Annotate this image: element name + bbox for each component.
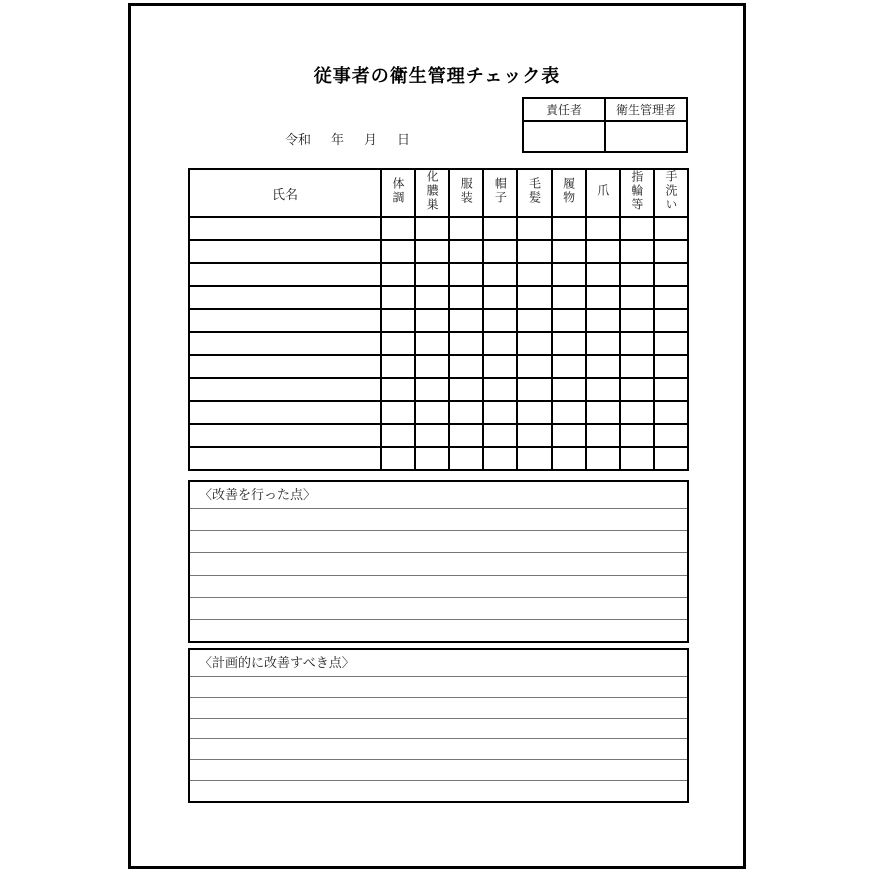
empty-check-cell [483, 217, 517, 240]
blank-writing-line [190, 552, 687, 574]
blank-writing-line [190, 697, 687, 718]
check-column-header-8 [620, 169, 654, 217]
empty-check-cell [620, 355, 654, 378]
section-improvements-made-lines [190, 508, 687, 641]
empty-check-cell [517, 332, 551, 355]
check-column-header-1 [381, 169, 415, 217]
check-column-header-label: 指輪等 [629, 170, 644, 212]
empty-check-cell [483, 240, 517, 263]
date-day-label: 日 [397, 132, 411, 147]
empty-check-cell [620, 286, 654, 309]
check-column-header-label: 服装 [459, 177, 474, 205]
empty-check-cell [517, 447, 551, 470]
empty-check-cell [483, 378, 517, 401]
empty-check-cell [620, 332, 654, 355]
empty-check-cell [552, 286, 586, 309]
check-column-header-label: 爪 [595, 184, 610, 198]
empty-check-cell [586, 240, 620, 263]
empty-check-cell [381, 332, 415, 355]
empty-check-cell [483, 309, 517, 332]
date-era-label: 令和 [285, 132, 312, 147]
empty-check-cell [449, 447, 483, 470]
approval-signature-cell [605, 121, 687, 152]
empty-check-cell [449, 263, 483, 286]
document-title: 従事者の衛生管理チェック表 [313, 66, 561, 86]
check-table-empty-row [189, 332, 688, 355]
check-table-header-row [189, 169, 688, 217]
empty-check-cell [381, 355, 415, 378]
empty-check-cell [189, 424, 381, 447]
empty-check-cell [517, 263, 551, 286]
empty-check-cell [189, 263, 381, 286]
empty-check-cell [552, 424, 586, 447]
empty-check-cell [654, 286, 688, 309]
empty-check-cell [552, 447, 586, 470]
empty-check-cell [654, 355, 688, 378]
check-column-header-label: 化膿巣 [425, 170, 440, 212]
empty-check-cell [189, 447, 381, 470]
empty-check-cell [189, 286, 381, 309]
empty-check-cell [517, 286, 551, 309]
name-column-header: 氏名 [189, 169, 381, 217]
empty-check-cell [552, 378, 586, 401]
empty-check-cell [552, 263, 586, 286]
empty-check-cell [449, 378, 483, 401]
empty-check-cell [449, 240, 483, 263]
empty-check-cell [517, 217, 551, 240]
empty-check-cell [483, 424, 517, 447]
check-table-empty-row [189, 240, 688, 263]
document-page [128, 3, 746, 869]
empty-check-cell [517, 309, 551, 332]
blank-writing-line [190, 508, 687, 530]
empty-check-cell [483, 286, 517, 309]
empty-check-cell [517, 401, 551, 424]
approval-header-row [523, 98, 687, 121]
empty-check-cell [415, 378, 449, 401]
empty-check-cell [381, 378, 415, 401]
empty-check-cell [654, 263, 688, 286]
check-column-header-label: 体調 [391, 177, 406, 205]
empty-check-cell [415, 447, 449, 470]
empty-check-cell [189, 332, 381, 355]
empty-check-cell [189, 309, 381, 332]
empty-check-cell [654, 424, 688, 447]
section-improvements-made-label: 〈改善を行った点〉 [199, 487, 317, 502]
blank-writing-line [190, 718, 687, 739]
check-column-header-label: 毛髪 [527, 177, 542, 205]
check-table-empty-row [189, 286, 688, 309]
empty-check-cell [517, 424, 551, 447]
empty-check-cell [654, 217, 688, 240]
empty-check-cell [381, 309, 415, 332]
empty-check-cell [620, 217, 654, 240]
empty-check-cell [189, 401, 381, 424]
empty-check-cell [552, 240, 586, 263]
empty-check-cell [189, 355, 381, 378]
empty-check-cell [654, 378, 688, 401]
empty-check-cell [586, 378, 620, 401]
date-line [285, 129, 410, 148]
empty-check-cell [552, 217, 586, 240]
empty-check-cell [415, 217, 449, 240]
check-column-header-9 [654, 169, 688, 217]
check-table-empty-row [189, 217, 688, 240]
check-column-header-6 [552, 169, 586, 217]
empty-check-cell [415, 401, 449, 424]
empty-check-cell [483, 263, 517, 286]
empty-check-cell [415, 424, 449, 447]
empty-check-cell [517, 355, 551, 378]
empty-check-cell [552, 332, 586, 355]
check-column-header-2 [415, 169, 449, 217]
empty-check-cell [189, 378, 381, 401]
empty-check-cell [517, 378, 551, 401]
empty-check-cell [620, 263, 654, 286]
check-table-empty-row [189, 355, 688, 378]
section-planned-improvements [188, 648, 689, 803]
empty-check-cell [620, 309, 654, 332]
empty-check-cell [415, 263, 449, 286]
section-planned-improvements-lines [190, 676, 687, 801]
approval-signature-cell [523, 121, 605, 152]
date-year-label: 年 [331, 132, 345, 147]
blank-writing-line [190, 530, 687, 552]
empty-check-cell [483, 401, 517, 424]
empty-check-cell [654, 332, 688, 355]
empty-check-cell [517, 240, 551, 263]
empty-check-cell [449, 401, 483, 424]
empty-check-cell [552, 355, 586, 378]
empty-check-cell [586, 447, 620, 470]
empty-check-cell [654, 309, 688, 332]
check-table-empty-row [189, 263, 688, 286]
empty-check-cell [449, 424, 483, 447]
empty-check-cell [586, 332, 620, 355]
empty-check-cell [620, 447, 654, 470]
empty-check-cell [586, 309, 620, 332]
approval-signature-row [523, 121, 687, 152]
check-column-header-3 [449, 169, 483, 217]
check-column-header-label: 手洗い [663, 170, 678, 212]
empty-check-cell [449, 217, 483, 240]
section-improvements-made [188, 480, 689, 643]
empty-check-cell [483, 447, 517, 470]
empty-check-cell [483, 355, 517, 378]
check-column-header-5 [517, 169, 551, 217]
check-column-header-7 [586, 169, 620, 217]
check-column-header-4 [483, 169, 517, 217]
empty-check-cell [620, 378, 654, 401]
empty-check-cell [449, 355, 483, 378]
date-month-label: 月 [364, 132, 378, 147]
check-table-empty-row [189, 378, 688, 401]
empty-check-cell [654, 401, 688, 424]
empty-check-cell [381, 424, 415, 447]
check-table-empty-row [189, 424, 688, 447]
empty-check-cell [654, 240, 688, 263]
empty-check-cell [381, 401, 415, 424]
blank-writing-line [190, 575, 687, 597]
empty-check-cell [449, 309, 483, 332]
blank-writing-line [190, 619, 687, 641]
approval-header-hygiene-manager: 衛生管理者 [605, 98, 687, 121]
empty-check-cell [415, 355, 449, 378]
check-table-empty-row [189, 309, 688, 332]
section-planned-improvements-label: 〈計画的に改善すべき点〉 [199, 655, 355, 670]
check-table-empty-row [189, 401, 688, 424]
approval-signature-table [522, 97, 688, 153]
empty-check-cell [415, 309, 449, 332]
blank-writing-line [190, 676, 687, 697]
empty-check-cell [620, 240, 654, 263]
empty-check-cell [586, 217, 620, 240]
check-table-empty-row [189, 447, 688, 470]
empty-check-cell [415, 240, 449, 263]
empty-check-cell [381, 447, 415, 470]
empty-check-cell [586, 263, 620, 286]
empty-check-cell [449, 332, 483, 355]
empty-check-cell [586, 355, 620, 378]
empty-check-cell [449, 286, 483, 309]
empty-check-cell [586, 286, 620, 309]
blank-writing-line [190, 780, 687, 801]
empty-check-cell [381, 286, 415, 309]
empty-check-cell [189, 217, 381, 240]
check-column-header-label: 履物 [561, 177, 576, 205]
empty-check-cell [586, 401, 620, 424]
check-column-header-label: 帽子 [493, 177, 508, 205]
empty-check-cell [620, 424, 654, 447]
blank-writing-line [190, 738, 687, 759]
empty-check-cell [552, 309, 586, 332]
hygiene-check-table [188, 168, 689, 471]
empty-check-cell [620, 401, 654, 424]
blank-writing-line [190, 597, 687, 619]
empty-check-cell [381, 263, 415, 286]
empty-check-cell [552, 401, 586, 424]
empty-check-cell [415, 332, 449, 355]
approval-header-responsible-person: 責任者 [523, 98, 605, 121]
empty-check-cell [415, 286, 449, 309]
blank-writing-line [190, 759, 687, 780]
empty-check-cell [586, 424, 620, 447]
empty-check-cell [381, 240, 415, 263]
empty-check-cell [189, 240, 381, 263]
empty-check-cell [381, 217, 415, 240]
empty-check-cell [654, 447, 688, 470]
empty-check-cell [483, 332, 517, 355]
